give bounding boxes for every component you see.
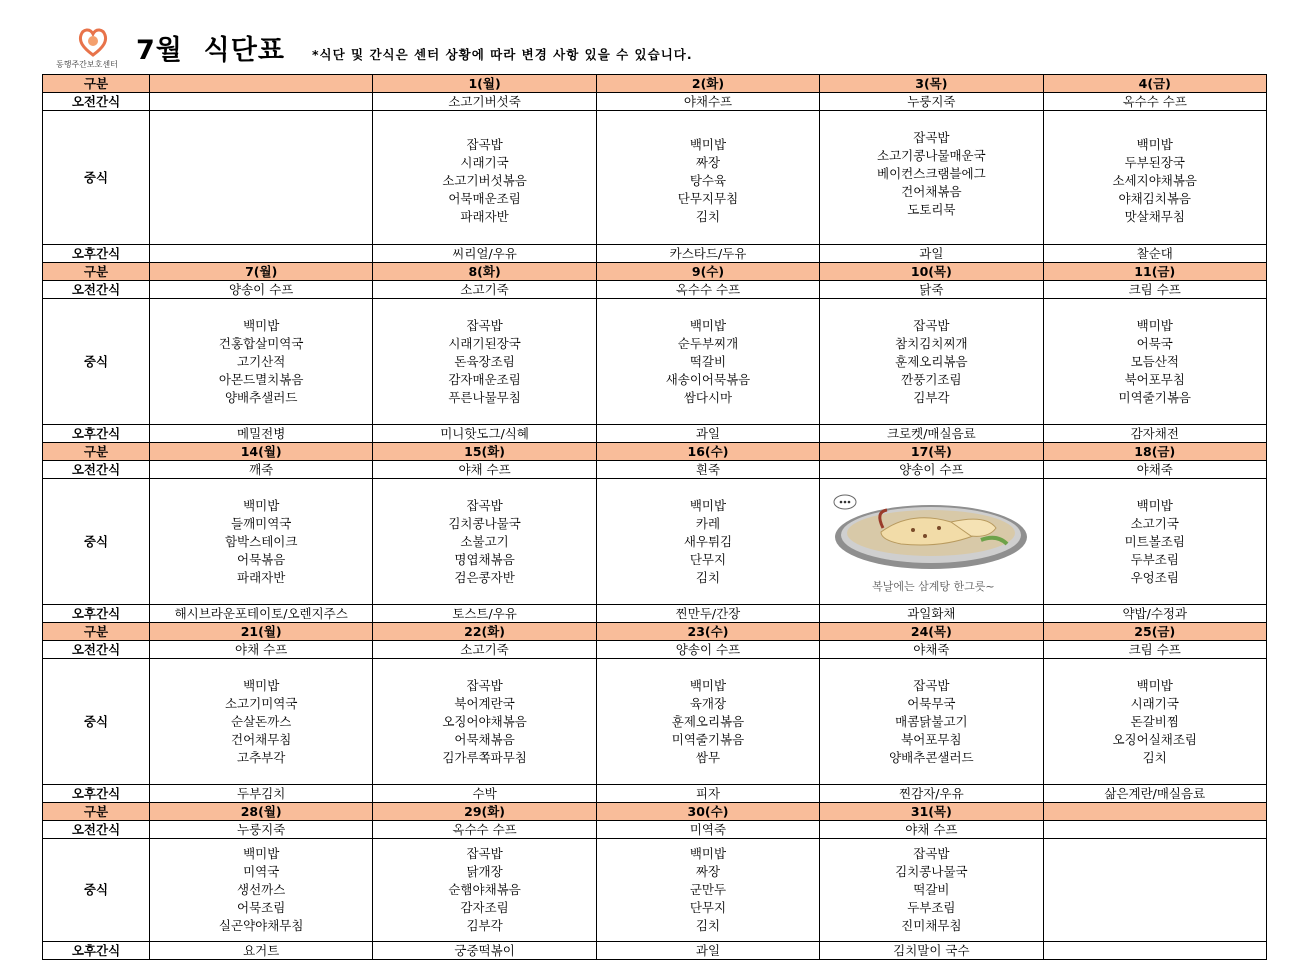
am-snack-label: 오전간식 — [43, 821, 150, 839]
lunch-dish: 북어포무침 — [901, 731, 962, 747]
lunch-dish: 두부조림 — [907, 900, 956, 915]
lunch-dish: 백미밥 — [243, 677, 280, 693]
day-header: 30(수) — [596, 803, 819, 821]
lunch-dish: 김치콩나물국 — [895, 864, 968, 879]
am-snack-cell: 소고기죽 — [373, 281, 596, 299]
am-snack-row — [43, 641, 1267, 659]
pm-snack-cell: 과일 — [596, 942, 819, 960]
pm-snack-cell: 카스타드/두유 — [596, 245, 819, 263]
lunch-dish: 소고기국 — [1130, 515, 1179, 531]
day-header: 2(화) — [596, 75, 819, 93]
day-header: 8(화) — [373, 263, 596, 281]
lunch-row — [43, 299, 1267, 425]
lunch-dish: 돈갈비찜 — [1130, 713, 1179, 729]
lunch-dish: 육개장 — [689, 695, 727, 711]
am-snack-cell: 야채죽 — [820, 641, 1043, 659]
lunch-dish: 순햄야채볶음 — [448, 882, 521, 897]
lunch-dish: 어묵볶음 — [237, 551, 286, 567]
lunch-dish: 쌈다시마 — [683, 389, 733, 405]
lunch-dish: 미역국 — [243, 864, 280, 879]
lunch-dish: 맛살채무침 — [1124, 208, 1185, 224]
pm-snack-label: 오후간식 — [43, 785, 150, 803]
lunch-dish: 어묵매운조림 — [448, 190, 521, 206]
am-snack-cell — [1043, 821, 1266, 839]
am-snack-cell: 야채 수프 — [373, 461, 596, 479]
am-snack-cell: 누룽지죽 — [150, 821, 373, 839]
samgyetang-illustration — [821, 492, 1042, 592]
lunch-dish: 단무지 — [689, 900, 727, 915]
lunch-cell — [820, 839, 1043, 942]
lunch-dish: 모듬산적 — [1130, 353, 1179, 369]
lunch-dish: 야채김치볶음 — [1118, 190, 1191, 206]
am-snack-cell: 야채수프 — [596, 93, 819, 111]
lunch-dish: 순살돈까스 — [231, 713, 292, 729]
day-header: 14(월) — [150, 443, 373, 461]
lunch-dish: 새우튀김 — [683, 533, 733, 549]
pm-snack-cell: 토스트/우유 — [373, 605, 596, 623]
pm-snack-cell: 감자채전 — [1043, 425, 1266, 443]
lunch-cell — [373, 839, 596, 942]
lunch-cell — [820, 111, 1043, 245]
lunch-dish: 시래기된장국 — [448, 335, 521, 351]
lunch-cell — [820, 479, 1043, 605]
am-snack-cell: 깨죽 — [150, 461, 373, 479]
lunch-dish: 고기산적 — [237, 353, 286, 369]
day-header: 24(목) — [820, 623, 1043, 641]
day-header: 3(목) — [820, 75, 1043, 93]
lunch-row — [43, 111, 1267, 245]
lunch-dish: 미역줄기볶음 — [1118, 389, 1191, 405]
lunch-dish: 양배추콘샐러드 — [889, 749, 974, 765]
am-snack-cell: 누룽지죽 — [820, 93, 1043, 111]
week-header-row — [43, 263, 1267, 281]
lunch-cell — [596, 659, 819, 785]
lunch-dish: 감자조림 — [460, 900, 509, 915]
lunch-dish: 닭개장 — [466, 864, 503, 879]
day-header: 21(월) — [150, 623, 373, 641]
lunch-dish: 돈육장조림 — [454, 353, 515, 369]
am-snack-cell: 야채 수프 — [820, 821, 1043, 839]
lunch-dish: 들깨미역국 — [231, 515, 292, 531]
lunch-dish: 김치 — [695, 918, 721, 933]
lunch-dish: 시래기국 — [460, 154, 509, 170]
lunch-row — [43, 659, 1267, 785]
day-header: 11(금) — [1043, 263, 1266, 281]
am-snack-cell: 양송이 수프 — [150, 281, 373, 299]
lunch-dish: 백미밥 — [243, 497, 280, 513]
lunch-row — [43, 479, 1267, 605]
lunch-dish: 진미채무침 — [901, 918, 962, 933]
lunch-dish: 생선까스 — [237, 882, 286, 897]
pm-snack-cell: 과일화채 — [820, 605, 1043, 623]
week-header-row — [43, 75, 1267, 93]
lunch-cell — [596, 299, 819, 425]
lunch-cell — [1043, 111, 1266, 245]
am-snack-label: 오전간식 — [43, 641, 150, 659]
am-snack-label: 오전간식 — [43, 281, 150, 299]
am-snack-cell: 양송이 수프 — [596, 641, 819, 659]
pm-snack-cell: 찐만두/간장 — [596, 605, 819, 623]
lunch-dish: 소고기버섯볶음 — [442, 172, 527, 188]
lunch-dish: 훈제오리볶음 — [895, 353, 968, 369]
lunch-dish: 백미밥 — [689, 677, 727, 693]
lunch-label: 중식 — [43, 299, 150, 425]
lunch-dish: 탕수육 — [689, 172, 727, 188]
day-header: 10(목) — [820, 263, 1043, 281]
lunch-dish: 백미밥 — [689, 317, 727, 333]
lunch-dish: 어묵채볶음 — [454, 731, 515, 747]
day-header: 29(화) — [373, 803, 596, 821]
lunch-dish: 미트볼조림 — [1124, 533, 1185, 549]
pm-snack-cell: 삶은계란/매실음료 — [1043, 785, 1266, 803]
lunch-dish: 김부각 — [466, 918, 503, 933]
pm-snack-cell: 두부김치 — [150, 785, 373, 803]
day-header: 7(월) — [150, 263, 373, 281]
day-header — [1043, 803, 1266, 821]
lunch-dish: 검은콩자반 — [454, 569, 515, 585]
lunch-label: 중식 — [43, 839, 150, 942]
lunch-dish: 잡곡밥 — [466, 846, 503, 861]
lunch-cell — [596, 839, 819, 942]
category-label: 구분 — [43, 803, 150, 821]
monthly-menu-table — [42, 74, 1267, 960]
lunch-dish: 짜장 — [695, 154, 721, 170]
lunch-dish: 떡갈비 — [913, 882, 950, 897]
lunch-label: 중식 — [43, 659, 150, 785]
pm-snack-label: 오후간식 — [43, 425, 150, 443]
lunch-dish: 잡곡밥 — [466, 497, 503, 513]
lunch-dish: 백미밥 — [689, 136, 727, 152]
pm-snack-cell — [1043, 942, 1266, 960]
pm-snack-label: 오후간식 — [43, 245, 150, 263]
lunch-dish: 두부된장국 — [1124, 154, 1185, 170]
lunch-dish: 백미밥 — [1136, 497, 1173, 513]
am-snack-cell: 옥수수 수프 — [596, 281, 819, 299]
lunch-dish: 두부조림 — [1130, 551, 1179, 567]
am-snack-cell: 미역죽 — [596, 821, 819, 839]
lunch-cell — [820, 659, 1043, 785]
am-snack-label: 오전간식 — [43, 461, 150, 479]
lunch-cell — [373, 111, 596, 245]
am-snack-cell: 소고기죽 — [373, 641, 596, 659]
day-header: 28(월) — [150, 803, 373, 821]
am-snack-cell: 옥수수 수프 — [1043, 93, 1266, 111]
lunch-dish: 감자매운조림 — [448, 371, 521, 387]
am-snack-cell: 야채죽 — [1043, 461, 1266, 479]
lunch-cell — [596, 479, 819, 605]
pm-snack-row — [43, 425, 1267, 443]
am-snack-cell: 소고기버섯죽 — [373, 93, 596, 111]
am-snack-cell: 닭죽 — [820, 281, 1043, 299]
am-snack-cell: 양송이 수프 — [820, 461, 1043, 479]
day-header: 16(수) — [596, 443, 819, 461]
lunch-cell — [150, 299, 373, 425]
am-snack-cell — [150, 93, 373, 111]
lunch-dish: 어묵조림 — [237, 900, 286, 915]
lunch-dish: 백미밥 — [1136, 317, 1173, 333]
lunch-dish: 백미밥 — [243, 846, 280, 861]
lunch-dish: 건어채무침 — [231, 731, 292, 747]
day-header: 15(화) — [373, 443, 596, 461]
lunch-dish: 짜장 — [695, 864, 721, 879]
lunch-dish: 명엽채볶음 — [454, 551, 515, 567]
pm-snack-cell: 찰순대 — [1043, 245, 1266, 263]
lunch-dish: 새송이어묵볶음 — [665, 371, 751, 387]
week-header-row — [43, 803, 1267, 821]
am-snack-cell: 야채 수프 — [150, 641, 373, 659]
lunch-dish: 시래기국 — [1130, 695, 1179, 711]
day-header: 17(목) — [820, 443, 1043, 461]
lunch-dish: 잡곡밥 — [466, 136, 503, 152]
week-header-row — [43, 443, 1267, 461]
lunch-cell — [373, 659, 596, 785]
heart-logo-icon — [78, 26, 108, 58]
lunch-dish: 도토리묵 — [907, 201, 956, 217]
lunch-dish: 잡곡밥 — [913, 129, 950, 145]
am-snack-cell: 크림 수프 — [1043, 281, 1266, 299]
pm-snack-cell: 약밥/수정과 — [1043, 605, 1266, 623]
lunch-row — [43, 839, 1267, 942]
lunch-dish: 잡곡밥 — [913, 317, 950, 333]
pm-snack-cell: 궁중떡볶이 — [373, 942, 596, 960]
lunch-label: 중식 — [43, 111, 150, 245]
lunch-dish: 백미밥 — [1136, 136, 1173, 152]
pm-snack-cell: 과일 — [820, 245, 1043, 263]
lunch-dish: 훈제오리볶음 — [671, 713, 745, 729]
lunch-cell — [150, 111, 373, 245]
lunch-dish: 파래자반 — [460, 208, 509, 224]
am-snack-cell: 흰죽 — [596, 461, 819, 479]
lunch-dish: 백미밥 — [1136, 677, 1173, 693]
lunch-dish: 백미밥 — [243, 317, 280, 333]
pm-snack-cell: 미니핫도그/식혜 — [373, 425, 596, 443]
lunch-dish: 쌈무 — [695, 749, 721, 765]
lunch-cell — [1043, 299, 1266, 425]
am-snack-row — [43, 821, 1267, 839]
day-header: 9(수) — [596, 263, 819, 281]
lunch-dish: 백미밥 — [689, 846, 727, 861]
lunch-dish: 참치김치찌개 — [895, 335, 968, 351]
am-snack-cell: 크림 수프 — [1043, 641, 1266, 659]
lunch-dish: 김치 — [695, 569, 721, 585]
page-title: 7월 식단표 — [136, 35, 285, 66]
menu-change-notice: *식단 및 간식은 센터 상황에 따라 변경 사항 있을 수 있습니다. — [312, 47, 693, 62]
illustration-caption: 복날에는 삼계탕 한그릇~ — [872, 579, 995, 592]
category-label: 구분 — [43, 263, 150, 281]
lunch-cell — [150, 659, 373, 785]
lunch-dish: 파래자반 — [237, 569, 286, 585]
lunch-dish: 순두부찌개 — [677, 335, 739, 351]
am-snack-label: 오전간식 — [43, 93, 150, 111]
lunch-cell — [150, 839, 373, 942]
pm-snack-cell: 수박 — [373, 785, 596, 803]
pm-snack-cell: 크로켓/매실음료 — [820, 425, 1043, 443]
pm-snack-cell: 찐감자/우유 — [820, 785, 1043, 803]
center-logo — [56, 26, 136, 70]
lunch-cell — [820, 299, 1043, 425]
pm-snack-row — [43, 245, 1267, 263]
lunch-dish: 잡곡밥 — [913, 677, 950, 693]
lunch-dish: 미역줄기볶음 — [671, 731, 745, 747]
lunch-dish: 매콤닭불고기 — [895, 713, 968, 729]
lunch-dish: 김가루쪽파무침 — [442, 749, 527, 765]
lunch-dish: 건홍합살미역국 — [218, 335, 304, 351]
pm-snack-row — [43, 942, 1267, 960]
pm-snack-cell: 과일 — [596, 425, 819, 443]
lunch-cell — [1043, 479, 1266, 605]
lunch-dish: 김부각 — [913, 389, 950, 405]
lunch-dish: 어묵국 — [1136, 335, 1173, 351]
lunch-dish: 깐풍기조림 — [901, 371, 962, 387]
pm-snack-cell: 해시브라운포테이토/오렌지주스 — [150, 605, 373, 623]
lunch-dish: 카레 — [695, 515, 721, 531]
lunch-dish: 우엉조림 — [1130, 569, 1179, 585]
lunch-dish: 김치 — [1142, 749, 1167, 765]
lunch-dish: 잡곡밥 — [913, 846, 950, 861]
am-snack-cell: 옥수수 수프 — [373, 821, 596, 839]
pm-snack-cell: 요거트 — [150, 942, 373, 960]
lunch-cell — [1043, 659, 1266, 785]
lunch-dish: 고추부각 — [237, 749, 286, 765]
day-header: 1(월) — [373, 75, 596, 93]
org-name: 동행주간보호센터 — [56, 60, 118, 69]
day-header: 22(화) — [373, 623, 596, 641]
lunch-cell — [596, 111, 819, 245]
lunch-dish: 오징어실채조림 — [1112, 731, 1198, 747]
day-header — [150, 75, 373, 93]
lunch-dish: 소고기콩나물매운국 — [877, 147, 986, 163]
lunch-dish: 건어채볶음 — [901, 183, 962, 199]
lunch-cell — [1043, 839, 1266, 942]
pm-snack-label: 오후간식 — [43, 942, 150, 960]
lunch-cell — [373, 479, 596, 605]
pm-snack-cell: 메밀전병 — [150, 425, 373, 443]
pm-snack-cell: 씨리얼/우유 — [373, 245, 596, 263]
lunch-dish: 단무지무침 — [677, 190, 739, 206]
lunch-dish: 북어계란국 — [454, 695, 515, 711]
lunch-dish: 떡갈비 — [689, 353, 727, 369]
pm-snack-row — [43, 785, 1267, 803]
lunch-dish: 백미밥 — [689, 497, 727, 513]
lunch-dish: 소세지야채볶음 — [1112, 172, 1198, 188]
lunch-dish: 잡곡밥 — [466, 317, 503, 333]
lunch-label: 중식 — [43, 479, 150, 605]
lunch-dish: 군만두 — [689, 882, 727, 897]
lunch-dish: 아몬드멸치볶음 — [218, 371, 304, 387]
lunch-dish: 김치콩나물국 — [448, 515, 521, 531]
lunch-dish: 양배추샐러드 — [224, 389, 298, 405]
pm-snack-cell: 김치말이 국수 — [820, 942, 1043, 960]
lunch-dish: 실곤약야채무침 — [218, 918, 304, 933]
lunch-dish: 단무지 — [689, 551, 727, 567]
day-header: 25(금) — [1043, 623, 1266, 641]
lunch-cell — [150, 479, 373, 605]
am-snack-row — [43, 93, 1267, 111]
category-label: 구분 — [43, 443, 150, 461]
lunch-dish: 베이컨스크램블에그 — [877, 165, 986, 181]
lunch-dish: 소불고기 — [460, 533, 509, 549]
samgyetang-icon — [821, 492, 1042, 592]
am-snack-row — [43, 281, 1267, 299]
day-header: 23(수) — [596, 623, 819, 641]
lunch-dish: 잡곡밥 — [466, 677, 503, 693]
lunch-dish: 함박스테이크 — [224, 533, 298, 549]
page-header — [40, 24, 1270, 72]
lunch-dish: 소고기미역국 — [224, 695, 298, 711]
lunch-dish: 어묵무국 — [907, 695, 956, 711]
lunch-dish: 푸른나물무침 — [448, 389, 521, 405]
pm-snack-label: 오후간식 — [43, 605, 150, 623]
day-header: 31(목) — [820, 803, 1043, 821]
lunch-dish: 오징어야채볶음 — [442, 713, 527, 729]
category-label: 구분 — [43, 623, 150, 641]
lunch-cell — [373, 299, 596, 425]
category-label: 구분 — [43, 75, 150, 93]
pm-snack-row — [43, 605, 1267, 623]
lunch-dish: 김치 — [695, 208, 721, 224]
day-header: 4(금) — [1043, 75, 1266, 93]
lunch-dish: 북어포무침 — [1124, 371, 1185, 387]
week-header-row — [43, 623, 1267, 641]
pm-snack-cell — [150, 245, 373, 263]
day-header: 18(금) — [1043, 443, 1266, 461]
pm-snack-cell: 피자 — [596, 785, 819, 803]
am-snack-row — [43, 461, 1267, 479]
